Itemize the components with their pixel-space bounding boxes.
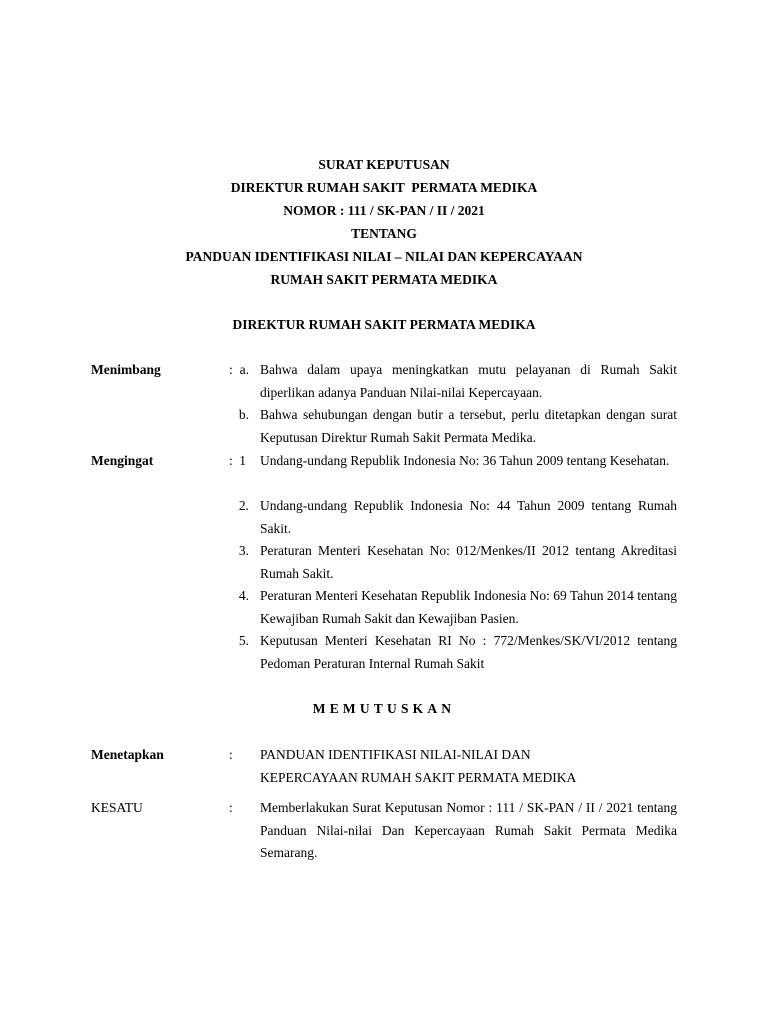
mengingat-marker-4: 4. — [238, 588, 249, 603]
subject-line-1: PANDUAN IDENTIFIKASI NILAI – NILAI DAN KEPERCAYAAN — [185, 249, 583, 264]
mengingat-marker-3: 3. — [238, 543, 249, 558]
mengingat-item-2: Undang-undang Republik Indonesia No: 44 Tahun 2009 tentang Rumah Sakit. — [260, 498, 677, 536]
mengingat-label: Mengingat — [91, 453, 154, 468]
kesatu-text: Memberlakukan Surat Keputusan Nomor : 111 / SK-PAN / II / 2021 tentang Panduan Nilai-nilai Dan Kepercayaan Rumah Sakit Permata Medika Semarang. — [260, 800, 677, 861]
tentang-heading: TENTANG — [351, 226, 417, 241]
menetapkan-colon: : — [229, 747, 233, 762]
mengingat-item-3: Peraturan Menteri Kesehatan No: 012/Menkes/II 2012 tentang Akreditasi Rumah Sakit. — [260, 543, 677, 581]
kesatu-label: KESATU — [91, 800, 143, 815]
menimbang-marker-b: b. — [238, 407, 249, 422]
mengingat-item-4: Peraturan Menteri Kesehatan Republik Indonesia No: 69 Tahun 2014 tentang Kewajiban Rumah Sakit dan Kewajiban Pasien. — [260, 588, 677, 626]
memutuskan-heading: MEMUTUSKAN — [312, 701, 456, 716]
mengingat-colon: : — [229, 453, 233, 468]
mengingat-marker-2: 2. — [238, 498, 249, 513]
menimbang-colon: : — [229, 362, 233, 377]
issuer-line: DIREKTUR RUMAH SAKIT PERMATA MEDIKA — [230, 180, 538, 195]
doc-title: SURAT KEPUTUSAN — [318, 157, 450, 172]
subject-line-2: RUMAH SAKIT PERMATA MEDIKA — [270, 272, 498, 287]
decree-number: NOMOR : 111 / SK-PAN / II / 2021 — [283, 203, 485, 218]
menimbang-item-b: Bahwa sehubungan dengan butir a tersebut, perlu ditetapkan dengan surat Keputusan Direktur Rumah Sakit Permata Medika. — [260, 407, 677, 445]
menimbang-marker-a: a. — [239, 362, 249, 377]
menimbang-item-a: Bahwa dalam upaya meningkatkan mutu pelayanan di Rumah Sakit diperlikan adanya Panduan Nilai-nilai Kepercayaan. — [260, 362, 677, 400]
mengingat-marker-1: 1 — [239, 453, 246, 468]
menetapkan-label: Menetapkan — [91, 747, 164, 762]
mengingat-item-1: Undang-undang Republik Indonesia No: 36 Tahun 2009 tentang Kesehatan. — [260, 453, 670, 468]
kesatu-colon: : — [229, 800, 233, 815]
authority-heading: DIREKTUR RUMAH SAKIT PERMATA MEDIKA — [232, 317, 536, 332]
mengingat-marker-5: 5. — [238, 633, 249, 648]
mengingat-item-5: Keputusan Menteri Kesehatan RI No : 772/Menkes/SK/VI/2012 tentang Pedoman Peraturan Internal Rumah Sakit — [260, 633, 677, 671]
menimbang-label: Menimbang — [91, 362, 161, 377]
menetapkan-text: PANDUAN IDENTIFIKASI NILAI-NILAI DAN KEPERCAYAAN RUMAH SAKIT PERMATA MEDIKA — [260, 747, 577, 785]
